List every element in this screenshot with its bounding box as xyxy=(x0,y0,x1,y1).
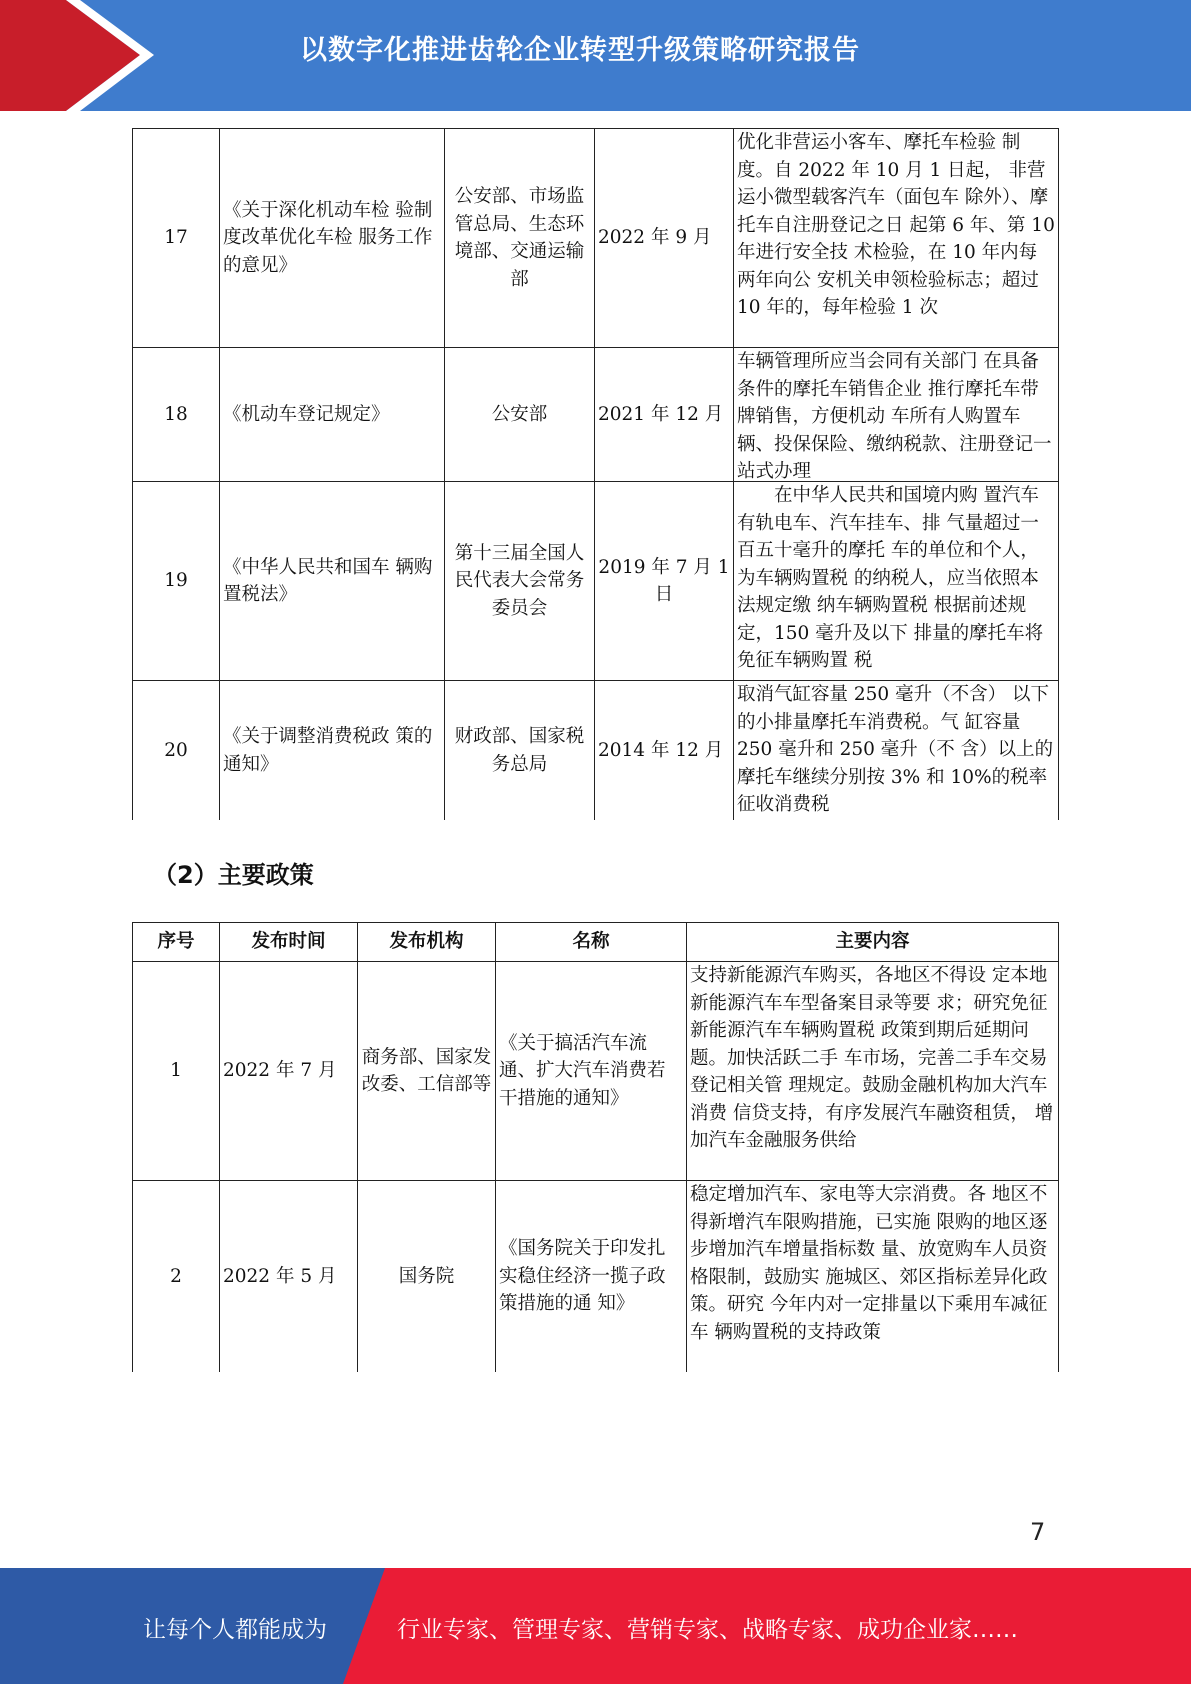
table-cell-agency: 公安部 xyxy=(444,347,594,481)
table-cell-name: 《关于搞活汽车流通、扩大汽车消费若干措施的通知》 xyxy=(495,961,686,1180)
table-cell-agency: 财政部、国家税务总局 xyxy=(444,680,594,820)
page-number: 7 xyxy=(1030,1518,1046,1546)
footer-slogan-right: 行业专家、管理专家、营销专家、战略专家、成功企业家…… xyxy=(397,1617,1018,1643)
table-cell-no: 2 xyxy=(132,1180,219,1372)
column-header-date: 发布时间 xyxy=(219,922,357,961)
column-header-content: 主要内容 xyxy=(686,922,1059,961)
table-cell-name: 《国务院关于印发扎实稳住经济一揽子政策措施的通 知》 xyxy=(495,1180,686,1372)
table-cell-content: 优化非营运小客车、摩托车检验 制度。自 2022 年 10 月 1 日起， 非营运小微型载客汽车（面包车 除外）、摩托车自注册登记之日 起第 6 年、第 10 年进行安全技 术检验，在 10 年内每两年向公 安机关申领检验标志；超过 10 年的，每年检验 1 次 xyxy=(733,128,1059,347)
table-cell-name: 《关于深化机动车检 验制度改革优化车检 服务工作的意见》 xyxy=(219,128,444,347)
table-cell-agency: 第十三届全国人民代表大会常务委员会 xyxy=(444,481,594,680)
section-heading: （2）主要政策 xyxy=(153,861,314,889)
table-cell-no: 1 xyxy=(132,961,219,1180)
table-cell-date: 2022 年 7 月 xyxy=(219,961,357,1180)
table-cell-content: 取消气缸容量 250 毫升（不含） 以下的小排量摩托车消费税。气 缸容量 250 毫升和 250 毫升（不 含）以上的摩托车继续分别按 3% 和 10%的税率征收消费税 xyxy=(733,680,1059,820)
table-cell-agency: 商务部、国家发改委、工信部等 xyxy=(357,961,495,1180)
page-header xyxy=(0,0,1191,111)
table-cell-no: 18 xyxy=(132,347,219,481)
table-cell-content: 稳定增加汽车、家电等大宗消费。各 地区不得新增汽车限购措施，已实施 限购的地区逐步增加汽车增量指标数 量、放宽购车人员资格限制，鼓励实 施城区、郊区指标差异化政策。研究 今年内对一定排量以下乘用车减征车 辆购置税的支持政策 xyxy=(686,1180,1059,1372)
header-red-chevron xyxy=(0,0,150,111)
column-header-agency: 发布机构 xyxy=(357,922,495,961)
table-cell-content: 支持新能源汽车购买，各地区不得设 定本地新能源汽车车型备案目录等要 求；研究免征新能源汽车车辆购置税 政策到期后延期问题。加快活跃二手 车市场，完善二手车交易登记相关管 理规定。鼓励金融机构加大汽车消费 信贷支持，有序发展汽车融资租赁， 增加汽车金融服务供给 xyxy=(686,961,1059,1180)
table-cell-name: 《机动车登记规定》 xyxy=(219,347,444,481)
table-cell-date: 2022 年 5 月 xyxy=(219,1180,357,1372)
table-cell-agency: 国务院 xyxy=(357,1180,495,1372)
table-cell-no: 20 xyxy=(132,680,219,820)
table-cell-name: 《关于调整消费税政 策的通知》 xyxy=(219,680,444,820)
table-cell-no: 17 xyxy=(132,128,219,347)
table-cell-date: 2014 年 12 月 xyxy=(594,680,733,820)
table-cell-name: 《中华人民共和国车 辆购置税法》 xyxy=(219,481,444,680)
table-cell-content: 车辆管理所应当会同有关部门 在具备条件的摩托车销售企业 推行摩托车带牌销售，方便机动 车所有人购置车辆、投保保险、缴纳税款、注册登记一站式办理 xyxy=(733,347,1059,481)
footer-slogan-left: 让每个人都能成为 xyxy=(143,1617,327,1643)
report-title: 以数字化推进齿轮企业转型升级策略研究报告 xyxy=(300,35,860,66)
table-cell-no: 19 xyxy=(132,481,219,680)
page-footer xyxy=(0,1568,1191,1684)
table-cell-agency: 公安部、市场监管总局、生态环境部、交通运输部 xyxy=(444,128,594,347)
table-cell-content: 在中华人民共和国境内购 置汽车有轨电车、汽车挂车、排 气量超过一百五十毫升的摩托 车的单位和个人，为车辆购置税 的纳税人，应当依照本法规定缴 纳车辆购置税 根据前述规定，150 毫升及以下 排量的摩托车将免征车辆购置 税 xyxy=(733,481,1059,680)
table-cell-date: 2021 年 12 月 xyxy=(594,347,733,481)
table-cell-date: 2019 年 7 月 1 日 xyxy=(594,481,733,680)
column-header-no: 序号 xyxy=(132,922,219,961)
table-cell-date: 2022 年 9 月 xyxy=(594,128,733,347)
column-header-name: 名称 xyxy=(495,922,686,961)
